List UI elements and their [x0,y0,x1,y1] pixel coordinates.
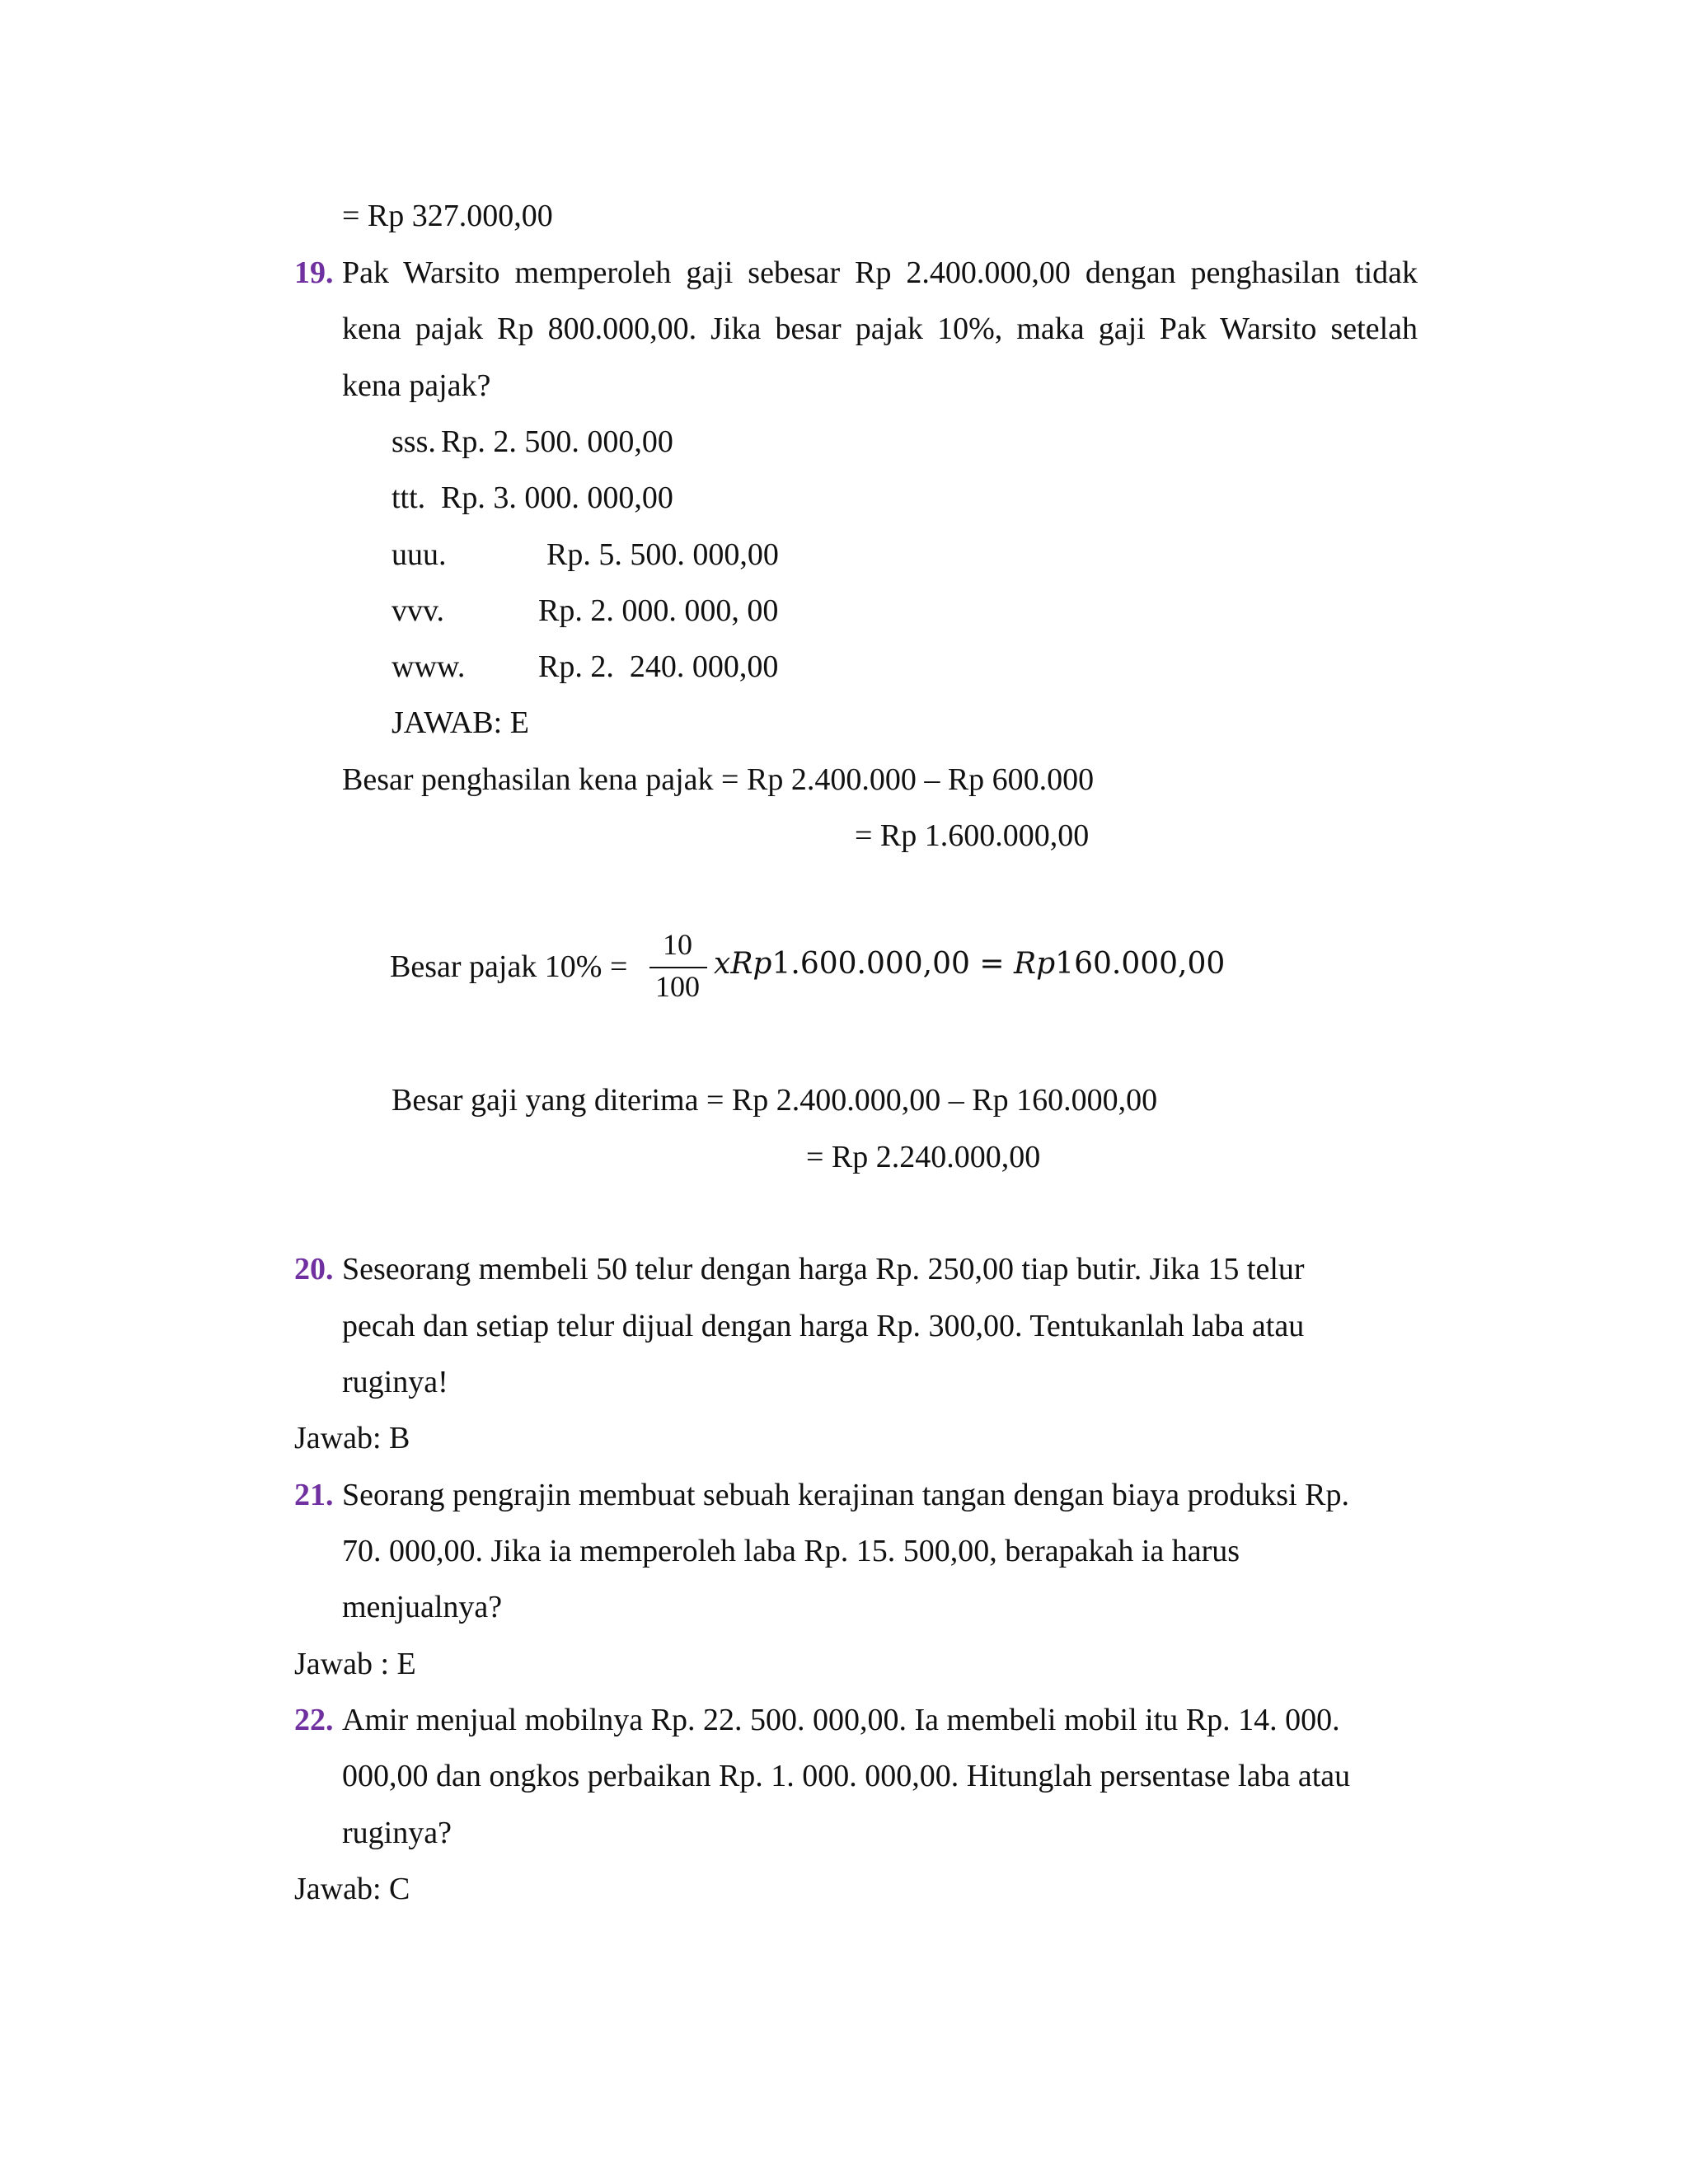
option-c-label: uuu. [392,537,447,572]
fraction-bar [649,967,707,968]
question-21-line-3: menjualnya? [342,1590,503,1624]
question-19-number: 19. [294,255,334,290]
fraction-denominator: 100 [655,970,700,1003]
question-22-line-2: 000,00 dan ongkos perbaikan Rp. 1. 000. 000,00. Hitunglah persentase laba atau [342,1759,1351,1793]
question-22-line-1: Amir menjual mobilnya Rp. 22. 500. 000,00. Ia membeli mobil itu Rp. 14. 000. [342,1703,1340,1737]
calc-net-salary-result: = Rp 2.240.000,00 [806,1140,1041,1174]
option-c-value: Rp. 5. 500. 000,00 [546,537,779,572]
question-21-line-1: Seorang pengrajin membuat sebuah kerajinan tangan dengan biaya produksi Rp. [342,1478,1349,1512]
option-b-value: Rp. 3. 000. 000,00 [441,480,673,515]
option-e-value: Rp. 2. 240. 000,00 [538,649,779,684]
option-d-label: vvv. [392,593,445,628]
option-e-label: www. [392,649,466,684]
question-21-answer: Jawab : E [294,1647,416,1681]
question-20-line-1: Seseorang membeli 50 telur dengan harga Rp. 250,00 tiap butir. Jika 15 telur [342,1252,1305,1286]
question-19-answer: JAWAB: E [392,705,529,740]
result-line: = Rp 327.000,00 [342,199,553,233]
question-19-line-1: Pak Warsito memperoleh gaji sebesar Rp 2.400.000,00 dengan penghasilan tidak [342,255,1418,290]
calc-net-salary: Besar gaji yang diterima = Rp 2.400.000,00 – Rp 160.000,00 [392,1083,1158,1118]
option-d-value: Rp. 2. 000. 000, 00 [538,593,779,628]
question-21-line-2: 70. 000,00. Jika ia memperoleh laba Rp. 15. 500,00, berapakah ia harus [342,1534,1240,1568]
question-19-line-3: kena pajak? [342,368,491,403]
question-20-number: 20. [294,1252,334,1286]
calc-taxable-income-result: = Rp 1.600.000,00 [855,818,1090,853]
question-22-line-3: ruginya? [342,1816,452,1850]
question-21-number: 21. [294,1478,334,1512]
question-20-answer: Jawab: B [294,1421,410,1455]
question-20-line-2: pecah dan setiap telur dijual dengan harga Rp. 300,00. Tentukanlah laba atau [342,1309,1305,1343]
tax-formula: xRp1.600.000,00 = Rp160.000,00 [714,947,1226,981]
fraction-numerator: 10 [663,928,692,961]
option-b-label: ttt. [392,480,426,515]
calc-tax-label: Besar pajak 10% = [390,949,628,984]
question-19-line-2: kena pajak Rp 800.000,00. Jika besar pajak 10%, maka gaji Pak Warsito setelah [342,312,1418,346]
question-20-line-3: ruginya! [342,1365,448,1399]
calc-taxable-income: Besar penghasilan kena pajak = Rp 2.400.000 – Rp 600.000 [342,762,1095,797]
question-22-number: 22. [294,1703,334,1737]
option-a-value: Rp. 2. 500. 000,00 [441,424,673,459]
option-a-label: sss. [392,424,436,459]
question-22-answer: Jawab: C [294,1872,410,1906]
